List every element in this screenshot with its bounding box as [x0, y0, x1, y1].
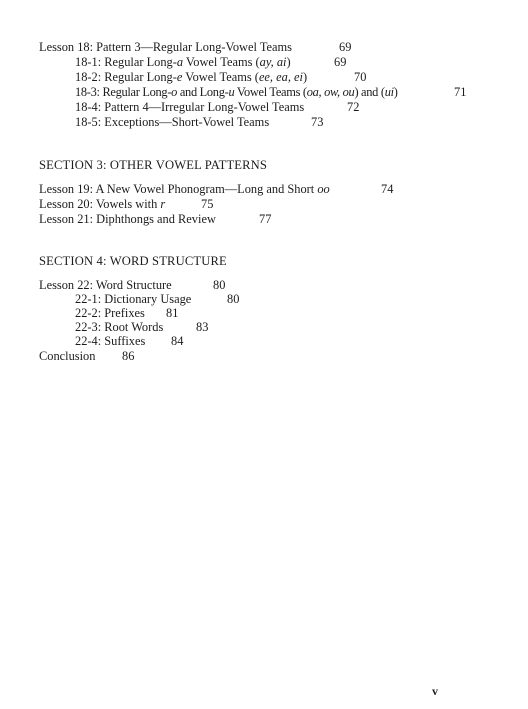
- entry-italic: a: [176, 55, 184, 69]
- page-number: 69: [334, 55, 347, 69]
- page-number: 81: [166, 306, 179, 320]
- page-number: 80: [227, 292, 240, 306]
- page-number: 72: [347, 100, 360, 114]
- entry-text: Lesson 20: Vowels with: [39, 197, 161, 211]
- entry-text: 18-3: Regular Long-: [75, 85, 172, 99]
- entry-label: 22-3: Root Words: [75, 320, 164, 334]
- toc-entry-18-2: [75, 70, 367, 84]
- entry-label: Lesson 21: Diphthongs and Review: [39, 212, 216, 226]
- page-number: 73: [311, 115, 324, 129]
- entry-text: Vowel Teams (: [183, 55, 260, 69]
- toc-entry-22-4: [75, 334, 184, 348]
- page-number: 77: [259, 212, 272, 226]
- entry-text: Vowel Teams (: [234, 85, 307, 99]
- page-number: 69: [339, 40, 352, 54]
- section-heading-4: SECTION 4: WORD STRUCTURE: [39, 254, 227, 268]
- entry-label: 22-4: Suffixes: [75, 334, 146, 348]
- toc-entry-18-3: [75, 85, 467, 99]
- page-number: 80: [213, 278, 226, 292]
- entry-italic: o: [171, 85, 178, 99]
- entry-label: Lesson 22: Word Structure: [39, 278, 172, 292]
- entry-italic: oo: [317, 182, 330, 196]
- page-number: 75: [201, 197, 214, 211]
- toc-entry-22-2: [75, 306, 179, 320]
- entry-text: ) and (: [354, 85, 385, 99]
- toc-entry-22-1: [75, 292, 240, 306]
- entry-italic: oa, ow, ou: [306, 85, 355, 99]
- entry-italic: ay, ai: [259, 55, 287, 69]
- section-heading-3: SECTION 3: OTHER VOWEL PATTERNS: [39, 158, 268, 172]
- entry-italic: e: [176, 70, 183, 84]
- folio-page-number: v: [432, 684, 438, 698]
- toc-entry-lesson-22: [39, 278, 226, 292]
- entry-text: 18-2: Regular Long-: [75, 70, 177, 84]
- entry-italic: ui: [384, 85, 394, 99]
- toc-entry-conclusion: [39, 349, 135, 363]
- toc-entry-lesson-18: [39, 40, 352, 54]
- entry-text: Vowel Teams (: [182, 70, 259, 84]
- toc-entry-lesson-21: [39, 212, 272, 226]
- entry-italic: r: [160, 197, 166, 211]
- toc-entry-lesson-20: [39, 197, 214, 211]
- page-number: 74: [381, 182, 394, 196]
- toc-entry-18-4: [75, 100, 360, 114]
- page-number: 83: [196, 320, 209, 334]
- entry-italic: ee, ea, ei: [258, 70, 303, 84]
- entry-italic: u: [228, 85, 235, 99]
- page-number: 70: [354, 70, 367, 84]
- entry-label: 18-5: Exceptions—Short-Vowel Teams: [75, 115, 270, 129]
- entry-text: ): [393, 85, 398, 99]
- toc-entry-18-5: [75, 115, 324, 129]
- entry-label: 18-4: Pattern 4—Irregular Long-Vowel Teams: [75, 100, 305, 114]
- entry-label: Lesson 18: Pattern 3—Regular Long-Vowel Teams: [39, 40, 292, 54]
- entry-label: 22-2: Prefixes: [75, 306, 145, 320]
- page-number: 86: [122, 349, 135, 363]
- toc-entry-lesson-19: [39, 182, 394, 196]
- entry-text: Lesson 19: A New Vowel Phonogram—Long and Short: [39, 182, 318, 196]
- entry-label: Conclusion: [39, 349, 96, 363]
- toc-entry-18-1: [75, 55, 347, 69]
- entry-text: ): [286, 55, 291, 69]
- toc-entry-22-3: [75, 320, 209, 334]
- page-number: 84: [171, 334, 184, 348]
- page-number: 71: [454, 85, 467, 99]
- entry-text: 18-1: Regular Long-: [75, 55, 177, 69]
- entry-label: 22-1: Dictionary Usage: [75, 292, 192, 306]
- entry-text: ): [302, 70, 308, 84]
- entry-text: and Long-: [177, 85, 229, 99]
